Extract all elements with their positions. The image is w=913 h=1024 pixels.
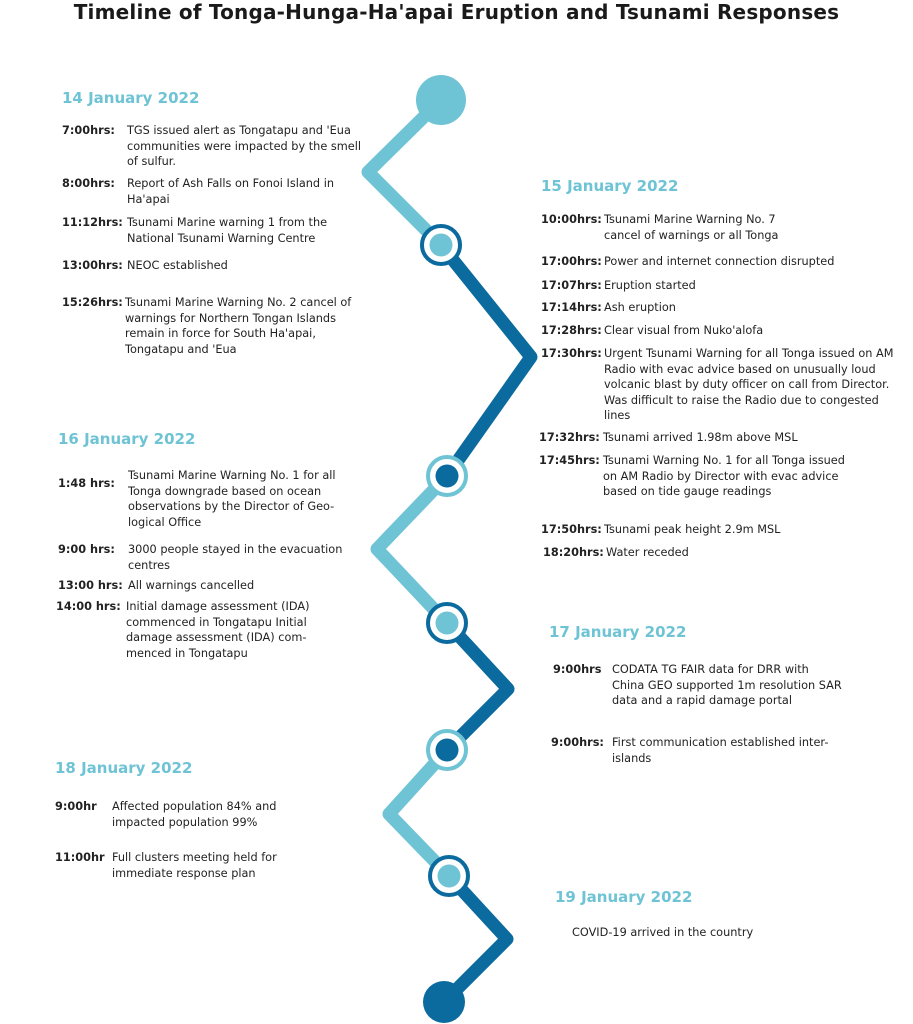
event-jan15-3 (541, 278, 886, 294)
page-title: Timeline of Tonga-Hunga-Ha'apai Eruption and Tsunami Responses (73, 0, 840, 24)
event-jan15-6 (541, 346, 896, 424)
event-jan15-8 (539, 453, 849, 500)
event-text: Initial damage assessment (IDA) commenced in Tongatapu Initial damage assessment (IDA) com-menced in Tongatapu (126, 600, 310, 660)
event-jan16-1 (58, 468, 358, 530)
event-jan14-4 (62, 258, 362, 274)
event-jan15-4 (541, 300, 886, 316)
event-time: 13:00 hrs: (58, 579, 123, 592)
event-time: 11:12hrs: (62, 216, 123, 229)
date-heading-jan16: 16 January 2022 (58, 430, 196, 448)
event-text: First communication established inter-islands (612, 736, 829, 765)
timeline-node-dot (430, 234, 453, 257)
timeline-start-node (416, 75, 466, 125)
event-jan15-7 (539, 430, 884, 446)
date-heading-jan15: 15 January 2022 (541, 177, 679, 195)
event-time: 9:00hrs: (551, 736, 604, 749)
event-time: 17:28hrs: (541, 324, 602, 337)
event-text: Water receded (606, 546, 689, 559)
event-text: Tsunami Marine Warning No. 1 for all Tonga downgrade based on ocean observations by the Director of Geo-logical Office (128, 469, 336, 529)
date-heading-jan14: 14 January 2022 (62, 89, 200, 107)
event-time: 11:00hr (55, 851, 105, 864)
event-jan16-4 (56, 599, 341, 661)
event-text: Tsunami Marine Warning No. 2 cancel of warnings for Northern Tongan Islands remain in force for South Ha'apai, Tongatapu and 'Eua (125, 296, 352, 356)
timeline-end-node (423, 981, 465, 1023)
event-time: 9:00hr (55, 800, 97, 813)
event-time: 15:26hrs: (62, 296, 123, 309)
timeline-node-dot (436, 739, 459, 762)
event-time: 18:20hrs: (543, 546, 604, 559)
event-time: 9:00 hrs: (58, 543, 115, 556)
event-time: 13:00hrs: (62, 259, 123, 272)
event-time: 9:00hrs (553, 663, 602, 676)
event-text: Tsunami Marine Warning No. 7 cancel of warnings or all Tonga (604, 213, 779, 242)
event-time: 17:07hrs: (541, 279, 602, 292)
date-heading-jan17: 17 January 2022 (549, 623, 687, 641)
event-text: Full clusters meeting held for immediate response plan (112, 851, 277, 880)
event-jan18-2 (55, 850, 325, 881)
event-time: 17:14hrs: (541, 301, 602, 314)
event-time: 17:50hrs: (541, 523, 602, 536)
event-text: Eruption started (604, 279, 696, 292)
event-time: 10:00hrs: (541, 213, 602, 226)
event-time: 17:32hrs: (539, 431, 600, 444)
event-jan15-5 (541, 323, 886, 339)
timeline-node-dot (436, 612, 459, 635)
event-text: CODATA TG FAIR data for DRR with China GEO supported 1m resolution SAR data and a rapid damage portal (612, 663, 842, 708)
event-text: Ash eruption (604, 301, 676, 314)
event-time: 17:45hrs: (539, 454, 600, 467)
event-time: 1:48 hrs: (58, 477, 115, 490)
event-text: Tsunami arrived 1.98m above MSL (603, 431, 798, 444)
event-jan14-3 (62, 215, 362, 246)
event-text: Tsunami Marine warning 1 from the National Tsunami Warning Centre (127, 216, 328, 245)
event-jan15-2 (541, 254, 886, 270)
event-jan18-1 (55, 799, 325, 830)
event-text: 3000 people stayed in the evacuation centres (128, 543, 343, 572)
event-time: 14:00 hrs: (56, 600, 121, 613)
timeline-node-dot (436, 465, 459, 488)
event-jan19-1: COVID-19 arrived in the country (572, 926, 754, 939)
event-jan16-3 (58, 578, 358, 594)
event-text: Tsunami Warning No. 1 for all Tonga issued on AM Radio by Director with evac advice based on tide gauge readings (603, 454, 845, 499)
event-text: Report of Ash Falls on Fonoi Island in Ha'apai (127, 177, 334, 206)
event-time: 17:30hrs: (541, 347, 602, 360)
event-jan14-1 (62, 123, 362, 170)
event-text: Power and internet connection disrupted (604, 255, 835, 268)
event-jan15-10 (543, 545, 888, 561)
event-jan15-1 (541, 212, 841, 243)
event-text: Urgent Tsunami Warning for all Tonga issued on AM Radio with evac advice based on unusually loud volcanic blast by duty officer on call from Director. Was difficult to raise the Radio due to congested lines (604, 347, 894, 423)
event-time: 8:00hrs: (62, 177, 115, 190)
event-text: Affected population 84% and impacted population 99% (112, 800, 277, 829)
date-heading-jan18: 18 January 2022 (55, 759, 193, 777)
event-text: NEOC established (127, 259, 228, 272)
event-jan17-1 (553, 662, 843, 709)
event-text: Tsunami peak height 2.9m MSL (604, 523, 781, 536)
date-heading-jan19: 19 January 2022 (555, 888, 693, 906)
event-text: Clear visual from Nuko'alofa (604, 324, 764, 337)
event-text: All warnings cancelled (128, 579, 255, 592)
event-time: 17:00hrs: (541, 255, 602, 268)
event-jan16-2 (58, 542, 358, 573)
event-time: 7:00hrs: (62, 124, 115, 137)
timeline-segment (377, 476, 447, 623)
event-jan17-2 (551, 735, 841, 766)
event-jan14-5 (62, 295, 377, 357)
timeline-segment (447, 623, 508, 750)
event-text: TGS issued alert as Tongatapu and 'Eua communities were impacted by the smell of sulfur. (127, 124, 361, 169)
event-jan14-2 (62, 176, 362, 207)
timeline-node-dot (438, 865, 461, 888)
timeline-segment (441, 245, 531, 476)
event-jan15-9 (541, 522, 886, 538)
